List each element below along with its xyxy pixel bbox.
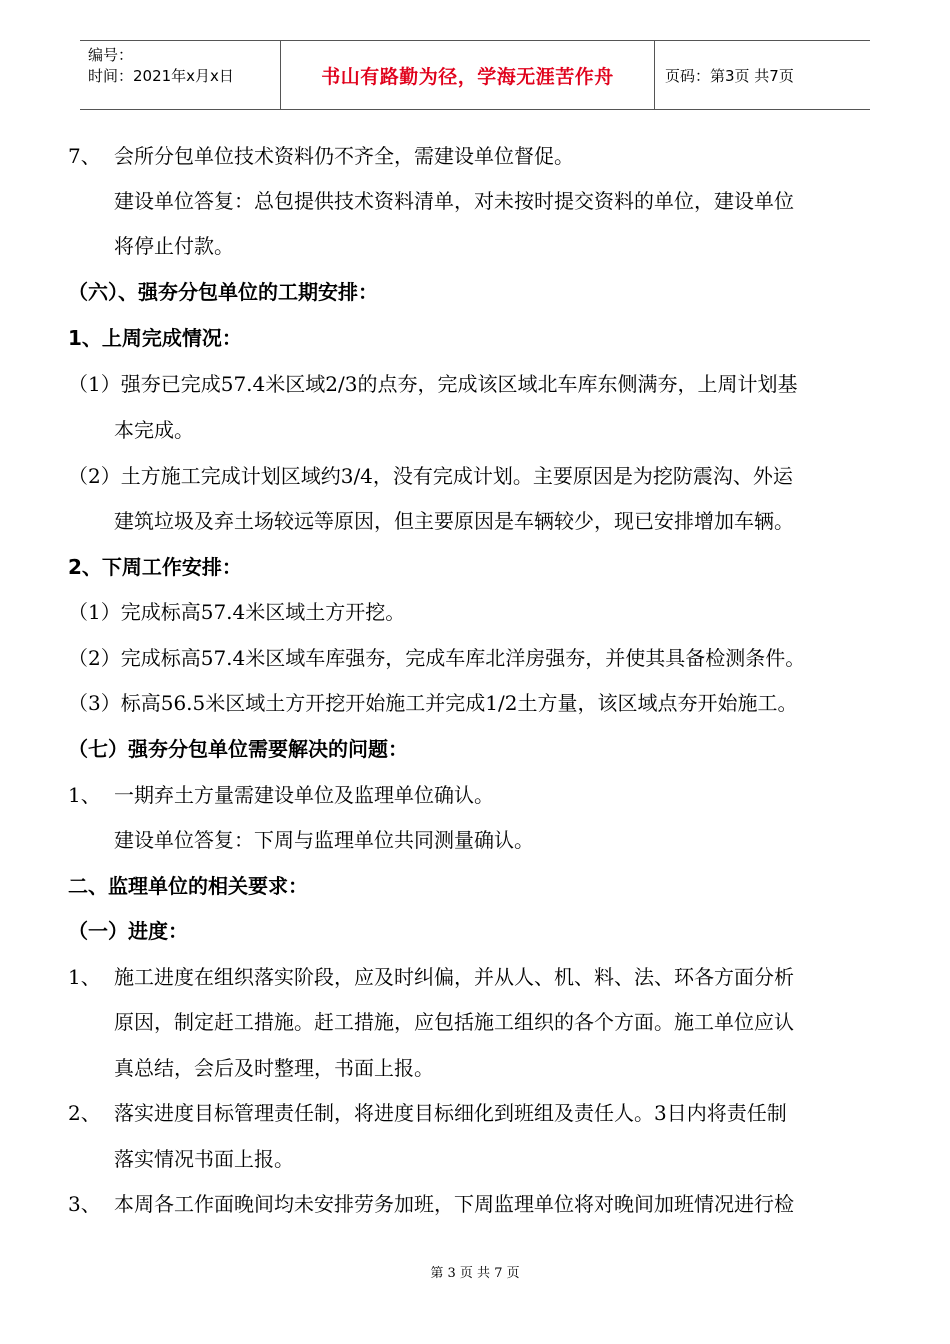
paragraph-line: 本完成。: [114, 418, 194, 442]
item-7: [68, 143, 574, 169]
item-number: 1、: [68, 965, 101, 989]
item-number: 2、: [68, 1101, 101, 1125]
item-text: 施工进度在组织落实阶段，应及时纠偏，并从人、机、料、法、环各方面分析: [114, 965, 794, 989]
paragraph-line: 建筑垃圾及弃土场较远等原因，但主要原因是车辆较少，现已安排增加车辆。: [114, 509, 794, 533]
item-text: 本周各工作面晚间均未安排劳务加班，下周监理单位将对晚间加班情况进行检: [114, 1192, 794, 1216]
paragraph-line: （1）完成标高57.4米区域土方开挖。: [68, 600, 406, 624]
header-meta: [80, 41, 280, 109]
paragraph-line: 落实情况书面上报。: [114, 1147, 294, 1171]
paragraph-line: 将停止付款。: [114, 234, 234, 258]
document-header: [80, 40, 870, 110]
paragraph-line: （2）完成标高57.4米区域车库强夯，完成车库北洋房强夯，并使其具备检测条件。: [68, 646, 806, 670]
header-motto: 书山有路勤为径，学海无涯苦作舟: [280, 41, 655, 109]
item-1: [68, 782, 494, 808]
section-heading: （六）、强夯分包单位的工期安排：: [68, 280, 378, 304]
section-heading: 二、监理单位的相关要求：: [68, 874, 308, 898]
item-text: 一期弃土方量需建设单位及监理单位确认。: [114, 783, 494, 807]
paragraph-line: 建设单位答复：下周与监理单位共同测量确认。: [114, 828, 534, 852]
subsection-heading: 2、下周工作安排：: [68, 555, 242, 579]
paragraph-line: （2）土方施工完成计划区域约3/4，没有完成计划。主要原因是为挖防震沟、外运: [68, 464, 793, 488]
page-footer: 第 3 页 共 7 页: [430, 1266, 520, 1281]
paragraph-line: （1）强夯已完成57.4米区域2/3的点夯，完成该区域北车库东侧满夯，上周计划基: [68, 372, 798, 396]
paragraph-line: 真总结，会后及时整理，书面上报。: [114, 1056, 434, 1080]
item-number: 7、: [68, 144, 101, 168]
subsection-heading: （一）进度：: [68, 919, 188, 943]
page-label: 页码：第3页 共7页: [665, 66, 794, 85]
item-1: [68, 964, 794, 990]
item-number: 3、: [68, 1192, 101, 1216]
item-text: 会所分包单位技术资料仍不齐全，需建设单位督促。: [114, 144, 574, 168]
item-text: 落实进度目标管理责任制，将进度目标细化到班组及责任人。3日内将责任制: [114, 1101, 787, 1125]
section-heading: （七）强夯分包单位需要解决的问题：: [68, 737, 408, 761]
item-2: [68, 1100, 787, 1126]
code-label: 编号：: [88, 46, 134, 64]
paragraph-line: 建设单位答复：总包提供技术资料清单，对未按时提交资料的单位，建设单位: [114, 189, 794, 213]
header-page-label: [655, 41, 870, 109]
time-label: 时间：2021年x月x日: [88, 67, 234, 85]
item-3: [68, 1191, 794, 1217]
paragraph-line: （3）标高56.5米区域土方开挖开始施工并完成1/2土方量，该区域点夯开始施工。: [68, 691, 798, 715]
subsection-heading: 1、上周完成情况：: [68, 326, 242, 350]
paragraph-line: 原因，制定赶工措施。赶工措施，应包括施工组织的各个方面。施工单位应认: [114, 1010, 794, 1034]
item-number: 1、: [68, 783, 101, 807]
